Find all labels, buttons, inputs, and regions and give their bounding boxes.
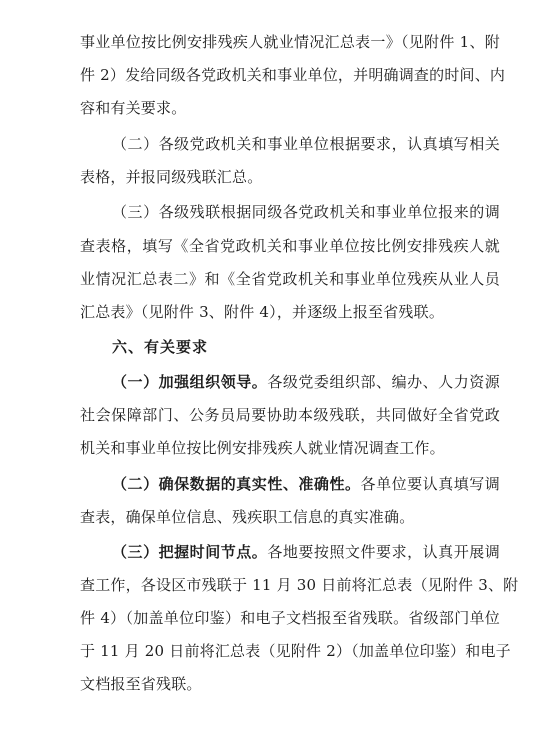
paragraph-line: 于 11 月 20 日前将汇总表（见附件 2）（加盖单位印鉴）和电子 <box>80 642 511 660</box>
requirement-1-first-line <box>112 370 500 394</box>
requirement-1-text: 各级党委组织部、编办、人力资源 <box>267 373 500 391</box>
paragraph-line: 文档报至省残联。 <box>80 675 202 693</box>
paragraph-line: 汇总表》（见附件 3、附件 4），并逐级上报至省残联。 <box>80 303 445 321</box>
section-heading-requirements: 六、有关要求 <box>112 338 209 356</box>
requirement-3-first-line <box>112 540 500 564</box>
paragraph-line: 查表格，填写《全省党政机关和事业单位按比例安排残疾人就 <box>80 237 500 255</box>
requirement-1-keyword: （一）加强组织领导。 <box>112 373 268 391</box>
paragraph-line: （三）各级残联根据同级各党政机关和事业单位报来的调 <box>112 203 500 221</box>
paragraph-line: 事业单位按比例安排残疾人就业情况汇总表一》（见附件 1、附 <box>80 33 500 51</box>
paragraph-line: 查工作，各设区市残联于 11 月 30 日前将汇总表（见附件 3、附 <box>80 576 519 594</box>
requirement-3-keyword: （三）把握时间节点。 <box>112 543 268 561</box>
paragraph-line: 查表，确保单位信息、残疾职工信息的真实准确。 <box>80 508 415 526</box>
paragraph-line: 机关和事业单位按比例安排残疾人就业情况调查工作。 <box>80 439 445 457</box>
requirement-3-text: 各地要按照文件要求，认真开展调 <box>267 543 500 561</box>
paragraph-line: 社会保障部门、公务员局要协助本级残联，共同做好全省党政 <box>80 406 500 424</box>
paragraph-line: 件 4）（加盖单位印鉴）和电子文档报至省残联。省级部门单位 <box>80 609 500 627</box>
requirement-2-text: 各单位要认真填写调 <box>360 475 500 493</box>
requirement-2-first-line <box>112 472 500 496</box>
paragraph-line: 业情况汇总表二》和《全省党政机关和事业单位残疾从业人员 <box>80 270 500 288</box>
paragraph-line: （二）各级党政机关和事业单位根据要求，认真填写相关 <box>112 135 500 153</box>
paragraph-line: 容和有关要求。 <box>80 99 187 117</box>
requirement-2-keyword: （二）确保数据的真实性、准确性。 <box>112 475 361 493</box>
paragraph-line: 表格，并报同级残联汇总。 <box>80 168 263 186</box>
paragraph-line: 件 2）发给同级各党政机关和事业单位，并明确调查的时间、内 <box>80 66 506 84</box>
